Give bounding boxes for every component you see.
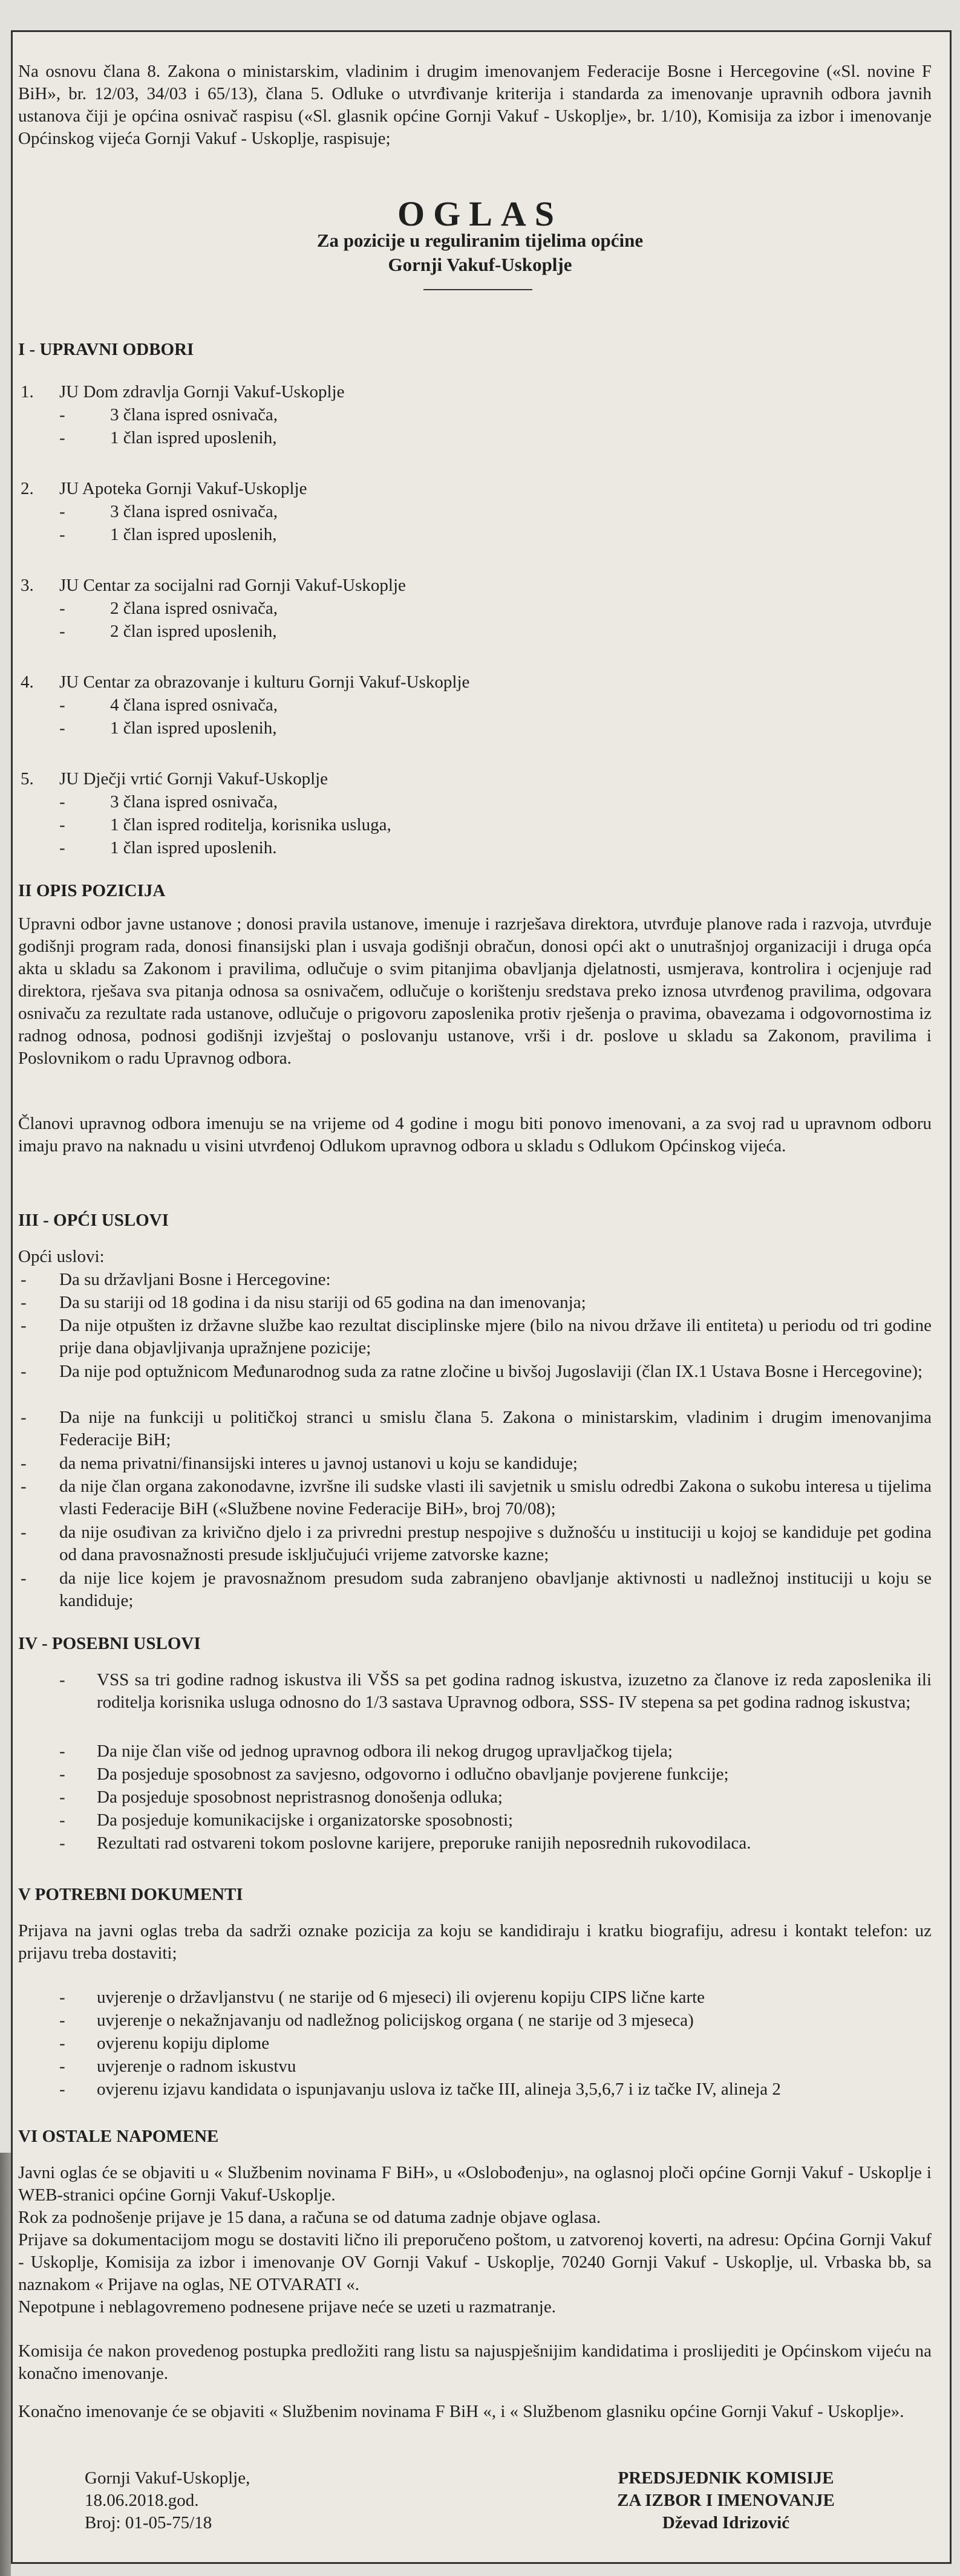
list-item: Da su stariji od 18 godina i da nisu stariji od 65 godina na dan imenovanja; xyxy=(59,1293,586,1312)
opis-paragraph-2: Članovi upravnog odbora imenuju se na vrijeme od 4 godine i mogu biti ponovo imenovani, a za svoj rad u upravnom odboru imaju pravo na naknadu u visini utvrđenoj Odlukom upravnog odbora u skladu s Odlukom Općinskog vijeća. xyxy=(18,1114,932,1156)
napomene-paragraph-4: Nepotpune i neblagovremeno podnesene prijave neće se uzeti u razmatranje. xyxy=(18,2297,556,2317)
section-heading-potrebni-dokumenti: V POTREBNI DOKUMENTI xyxy=(18,1885,243,1904)
opis-paragraph-1: Upravni odbor javne ustanove ; donosi pravila ustanove, imenuje i razrješava direktora, utvrđuje planove rada i razvoja, utvrđuje godišnji program rada, donosi finansijski plan i usvaja godišnji obračun, donosi opći akt o unutrašnjoj organizaciji i druga opća akta u skladu sa Zakonom i pravilima, odlučuje o svim pitanjima obavljanja djelatnosti, usmjerava, kontrolira i ocjenjuje rad direktora, rješava sva pitanja odnosa sa osnivačem, odlučuje o korištenju sredstava preko iznosa utvrđenog pravilima, odgovara osnivaču za rezultate rada ustanove, odlučuje o prigovoru zaposlenika protiv rješenja o pravima, obavezama i odgovornostima iz radnog odnosa, podnosi godišnji izvještaj o poslovanju ustanove, vrši i dr. poslove u skladu sa Zakonom, pravilima i Poslovnikom o radu Upravnog odbora. xyxy=(18,914,932,1068)
dokumenti-lead: Prijava na javni oglas treba da sadrži oznake pozicija za koju se kandidiraju i kratku biografiju, adresu i kontakt telefon: uz prijavu treba dostaviti; xyxy=(18,1921,932,1963)
signature-name: Dževad Idrizović xyxy=(662,2513,790,2532)
list-item: Da su državljani Bosne i Hercegovine: xyxy=(59,1270,331,1289)
list-item: Da nije na funkciji u političkoj stranci u smislu člana 5. Zakona o ministarskim, vladinim i drugim imenovanjima Federacije BiH; xyxy=(59,1408,932,1449)
list-item: Da nije otpušten iz državne službe kao rezultat disciplinske mjere (bilo na nivou države ili entiteta) u periodu od tri godine prije dana objavljivanja upražnjene pozicije; xyxy=(59,1316,932,1358)
list-item: da nije član organa zakonodavne, izvršne ili sudske vlasti ili savjetnik u smislu odredbi Zakona o sukobu interesa u tijelima vlasti Federacije BiH («Službene novine Federacije BiH», broj 70/08); xyxy=(59,1477,932,1518)
section-heading-opci-uslovi: III - OPĆI USLOVI xyxy=(18,1211,169,1230)
list-item: Da nije pod optužnicom Međunarodnog suda za ratne zločine u bivšoj Jugoslaviji (član IX.1 Ustava Bosne i Hercegovine); xyxy=(59,1362,923,1381)
subtitle-line-2: Gornji Vakuf-Uskoplje xyxy=(388,254,572,275)
list-item: Rezultati rad ostvareni tokom poslovne karijere, preporuke ranijih neposrednih rukovodilaca. xyxy=(97,1833,751,1853)
napomene-paragraph-6: Konačno imenovanje će se objaviti « Službenim novinama F BiH «, i « Službenom glasniku općine Gornji Vakuf - Uskoplje». xyxy=(18,2402,904,2421)
footer-number: Broj: 01-05-75/18 xyxy=(85,2513,212,2532)
section-heading-upravni-odbori: I - UPRAVNI ODBORI xyxy=(18,340,194,359)
list-item: VSS sa tri godine radnog iskustva ili VŠS sa pet godina radnog iskustva, izuzetno za članove iz reda zaposlenika ili roditelja korisnika usluga odnosno do 1/3 sastava Upravnog odbora, SSS- IV stepena sa pet godina radnog iskustva; xyxy=(97,1670,932,1712)
signature-title-1: PREDSJEDNIK KOMISIJE xyxy=(618,2468,834,2488)
subtitle-line-1: Za pozicije u reguliranim tijelima općine xyxy=(316,230,644,251)
footer-date: 18.06.2018.god. xyxy=(85,2491,199,2510)
list-item: Da posjeduje sposobnost za savjesno, odgovorno i odlučno obavljanje povjerene funkcije; xyxy=(97,1764,729,1784)
list-item: ovjerenu izjavu kandidata o ispunjavanju uslova iz tačke III, alineja 3,5,6,7 i iz tačke IV, alineja 2 xyxy=(97,2080,781,2099)
napomene-paragraph-5: Komisija će nakon provedenog postupka predložiti rang listu sa najuspješnijim kandidatima i proslijediti je Općinskom vijeću na konačno imenovanje. xyxy=(18,2341,932,2383)
adjacent-page-edge xyxy=(0,2153,11,2576)
list-item: uvjerenje o nekažnjavanju od nadležnog policijskog organa ( ne starije od 3 mjeseca) xyxy=(97,2011,694,2030)
list-item: uvjerenje o državljanstvu ( ne starije od 6 mjeseci) ili ovjerenu kopiju CIPS lične karte xyxy=(97,1988,705,2007)
list-item: da nema privatni/finansijski interes u javnoj ustanovi u koju se kandiduje; xyxy=(59,1454,578,1473)
footer-place: Gornji Vakuf-Uskoplje, xyxy=(85,2468,250,2488)
list-item: Da posjeduje sposobnost nepristrasnog donošenja odluka; xyxy=(97,1787,503,1807)
list-item: Da nije član više od jednog upravnog odbora ili nekog drugog upravljačkog tijela; xyxy=(97,1742,673,1761)
intro-paragraph: Na osnovu člana 8. Zakona o ministarskim, vladinim i drugim imenovanjem Federacije Bosne i Hercegovine («Sl. novine F BiH», br. 12/03, 34/03 i 65/13), člana 5. Odluke o utvrđivanje kriterija i standarda za imenovanje upravnih odbora javnih ustanova čiji je općina osnivač raspisu («Sl. glasnik općine Gornji Vakuf - Uskoplje», br. 1/10), Komisija za izbor i imenovanje Općinskog vijeća Gornji Vakuf - Uskoplje, raspisuje; xyxy=(18,62,932,148)
napomene-paragraph-3: Prijave sa dokumentacijom mogu se dostaviti lično ili preporučeno poštom, u zatvorenoj koverti, na adresu: Općina Gornji Vakuf - Uskoplje, Komisija za izbor i imenovanje OV Gornji Vakuf - Uskoplje, 70240 Gornji Vakuf - Uskoplje, ul. Vrbaska bb, sa naznakom « Prijave na oglas, NE OTVARATI «. xyxy=(18,2230,932,2294)
list-item: da nije lice kojem je pravosnažnom presudom suda zabranjeno obavljanje aktivnosti u nadležnoj instituciji u koju se kandiduje; xyxy=(59,1569,932,1610)
newspaper-clipping: Na osnovu člana 8. Zakona o ministarskim, vladinim i drugim imenovanjem Federacije Bosne i Hercegovine («Sl. novine F BiH», br. 12/03, 34/03 i 65/13), člana 5. Odluke o utvrđivanje kriterija i standarda za imenovanje upravnih odbora javnih ustanova čiji je općina osnivač raspisu («Sl. glasnik općine Gornji Vakuf - Uskoplje», br. 1/10), Komisija za izbor i imenovanje Općinskog vijeća Gornji Vakuf - Uskoplje, raspisuje; OGLAS Za pozicije u reguliranim tijelima općine Gornji Vakuf-Uskoplje I - UPRAVNI ODBORI 1. JU Dom zdravlja Gornji Vakuf-Uskoplje - 3 člana ispred osnivača, - 1 član ispred uposlenih, 2. JU Apoteka Gornji Vakuf-Uskoplje - 3 člana ispred osnivača, - 1 član ispred uposlenih, 3. JU Centar za socijalni rad Gornji Vakuf-Uskoplje - 2 člana ispred osnivača, - 2 član ispred uposlenih, 4. JU Centar za obrazovanje i kulturu Gornji Vakuf-Uskoplje - 4 člana ispred osnivača, - 1 član ispred uposlenih, 5. JU Dječji vrtić Gornji Vakuf-Uskoplje - 3 člana ispred osnivača, - 1 član ispred roditelja, korisnika usluga, - 1 član ispred uposlenih. II OPIS POZICIJA Upravni odbor javne ustanove ; donosi pravila ustanove, imenuje i razrješava direktora, utvrđuje planove rada i razvoja, utvrđuje godišnji program rada, donosi finansijski plan i usvaja godišnji obračun, donosi opći akt o unutrašnjoj organizaciji i druga opća akta u skladu sa Zakonom i pravilima, odlučuje o svim pitanjima obavljanja djelatnosti, usmjerava, kontrolira i ocjenjuje rad direktora, rješava sva pitanja odnosa sa osnivačem, odlučuje o korištenju sredstava preko iznosa utvrđenog pravilima, odgovara osnivaču za rezultate rada ustanove, odlučuje o prigovoru zaposlenika protiv rješenja o pravima, obavezama i odgovornostima iz radnog odnosa, podnosi godišnji izvještaj o poslovanju ustanove, vrši i dr. poslove u skladu sa Zakonom, pravilima i Poslovnikom o radu Upravnog odbora. Članovi upravnog odbora imenuju se na vrijeme od 4 godine i mogu biti ponovo imenovani, a za svoj rad u upravnom odboru imaju pravo na naknadu u visini utvrđenoj Odlukom upravnog odbora u skladu s Odlukom Općinskog vijeća. III - OPĆI USLOVI Opći uslovi: - Da su državljani Bosne i Hercegovine: - Da su stariji od 18 godina i da nisu stariji od 65 godina na dan imenovanja; - Da nije otpušten iz državne službe kao rezultat disciplinske mjere (bilo na nivou države ili entiteta) u periodu od tri godine prije dana objavljivanja upražnjene pozicije; - Da nije pod optužnicom Međunarodnog suda za ratne zločine u bivšoj Jugoslaviji (član IX.1 Ustava Bosne i Hercegovine); - Da nije na funkciji u političkoj stranci u smislu člana 5. Zakona o ministarskim, vladinim i drugim imenovanjima Federacije BiH; - da nema privatni/finansijski interes u javnoj ustanovi u koju se kandiduje; - da nije član organa zakonodavne, izvršne ili sudske vlasti ili savjetnik u smislu odredbi Zakona o sukobu interesa u tijelima vlasti Federacije BiH («Službene novine Federacije BiH», broj 70/08); - da nije osuđivan za krivično djelo i za privredni prestup nespojive s dužnošću u instituciji u kojoj se kandiduje pet godina od dana pravosnažnosti presude isključujući vrijeme zatvorske kazne; - da nije lice kojem je pravosnažnom presudom suda zabranjeno obavljanje aktivnosti u nadležnoj instituciji u koju se kandiduje; IV - POSEBNI USLOVI - VSS sa tri godine radnog iskustva ili VŠS sa pet godina radnog iskustva, izuzetno za članove iz reda zaposlenika ili roditelja korisnika usluga odnosno do 1/3 sastava Upravnog odbora, SSS- IV stepena sa pet godina radnog iskustva; - Da nije član više od jednog upravnog odbora ili nekog drugog upravljačkog tijela; - Da posjeduje sposobnost za savjesno, odgovorno i odlučno obavljanje povjerene funkcije; - Da posjeduje sposobnost nepristrasnog donošenja odluka; - Da posjeduje komunikacijske i organizatorske sposobnosti; - Rezultati rad ostvareni tokom poslovne karijere, preporuke ranijih neposrednih rukovodilaca. V POTREBNI DOKUMENTI Prijava na javni oglas treba da sadrži oznake pozicija za koju se kandidiraju i kratku biografiju, adresu i kontakt telefon: uz prijavu treba dostaviti; - uvjerenje o državljanstvu ( ne starije od 6 mjeseci) ili ovjerenu kopiju CIPS lične karte - uvjerenje o nekažnjavanju od nadležnog policijskog organa ( ne starije od 3 mjeseca) - ovjerenu kopiju diplome - uvjerenje o radnom iskustvu - ovjerenu izjavu kandidata o ispunjavanju uslova iz tačke III, alineja 3,5,6,7 i iz tačke IV, alineja 2 VI OSTALE NAPOMENE Javni oglas će se objaviti u « Službenim novinama F BiH», u «Oslobođenju», na oglasnoj ploči općine Gornji Vakuf - Uskoplje i WEB-stranici općine Gornji Vakuf-Uskoplje. Rok za podnošenje prijave je 15 dana, a računa se od datuma zadnje objave oglasa. Prijave sa dokumentacijom mogu se dostaviti lično ili preporučeno poštom, u zatvorenoj koverti, na adresu: Općina Gornji Vakuf - Uskoplje, Komisija za izbor i imenovanje OV Gornji Vakuf - Uskoplje, 70240 Gornji Vakuf - Uskoplje, ul. Vrbaska bb, sa naznakom « Prijave na oglas, NE OTVARATI «. Nepotpune i neblagovremeno podnesene prijave neće se uzeti u razmatranje. Komisija će nakon provedenog postupka predložiti rang listu sa najuspješnijim kandidatima i proslijediti je Općinskom vijeću na konačno imenovanje. Konačno imenovanje će se objaviti « Službenim novinama F BiH «, i « Službenom glasniku općine Gornji Vakuf - Uskoplje». Gornji Vakuf-Uskoplje, 18.06.2018.god. Broj: 01-05-75/18 PREDSJEDNIK KOMISIJE ZA IZBOR I IMENOVANJE Dževad Idrizović xyxy=(0,0,960,2576)
section-heading-posebni-uslovi: IV - POSEBNI USLOVI xyxy=(18,1634,201,1653)
signature-title-2: ZA IZBOR I IMENOVANJE xyxy=(617,2491,835,2510)
title-rule xyxy=(423,289,532,290)
list-item: da nije osuđivan za krivično djelo i za privredni prestup nespojive s dužnošću u instituciji u kojoj se kandiduje pet godina od dana pravosnažnosti presude isključujući vrijeme zatvorske kazne; xyxy=(59,1523,932,1564)
list-item: uvjerenje o radnom iskustvu xyxy=(97,2057,296,2076)
napomene-paragraph-1: Javni oglas će se objaviti u « Službenim novinama F BiH», u «Oslobođenju», na oglasnoj ploči općine Gornji Vakuf - Uskoplje i WEB-stranici općine Gornji Vakuf-Uskoplje. xyxy=(18,2163,932,2205)
opci-uslovi-lead: Opći uslovi: xyxy=(18,1247,105,1266)
list-item: ovjerenu kopiju diplome xyxy=(97,2034,270,2053)
napomene-paragraph-2: Rok za podnošenje prijave je 15 dana, a računa se od datuma zadnje objave oglasa. xyxy=(18,2208,601,2227)
section-heading-ostale-napomene: VI OSTALE NAPOMENE xyxy=(18,2127,219,2146)
section-heading-opis-pozicija: II OPIS POZICIJA xyxy=(18,881,166,900)
list-item: Da posjeduje komunikacijske i organizatorske sposobnosti; xyxy=(97,1810,514,1830)
page-title: OGLAS xyxy=(397,194,563,233)
